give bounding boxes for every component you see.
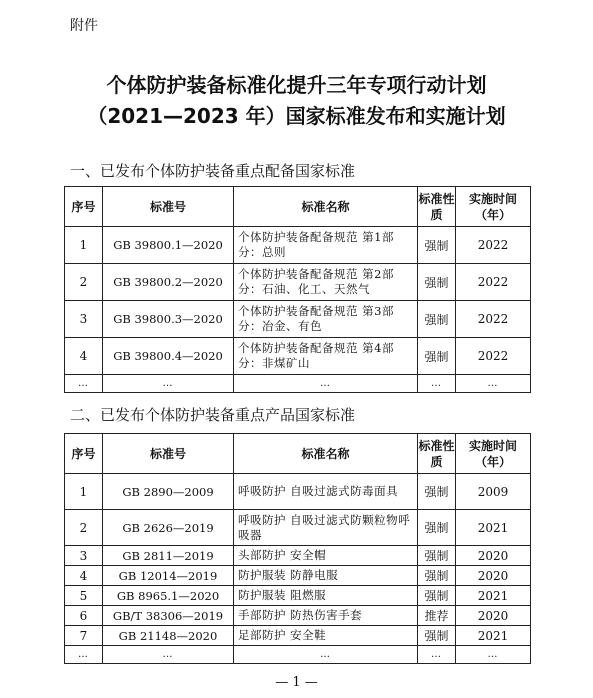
- ellipsis-cell: …: [456, 646, 531, 664]
- standard-code: GB 39800.1—2020: [103, 227, 234, 264]
- row-index: 4: [65, 338, 103, 375]
- implementation-year: 2022: [456, 301, 531, 338]
- standard-nature: 强制: [418, 227, 456, 264]
- standard-code: GB 8965.1—2020: [103, 586, 234, 606]
- section-1-heading: 一、已发布个体防护装备重点配备国家标准: [70, 162, 356, 180]
- header-name: 标准名称: [234, 434, 418, 474]
- ellipsis-cell: …: [103, 375, 234, 393]
- standard-name: 个体防护装备配备规范 第3部分：冶金、有色: [234, 301, 418, 338]
- standard-nature: 强制: [418, 474, 456, 510]
- table-row: [65, 338, 531, 375]
- standard-code: GB 39800.2—2020: [103, 264, 234, 301]
- row-index: 3: [65, 546, 103, 566]
- header-date: 实施时间（年）: [456, 434, 531, 474]
- standard-name: 个体防护装备配备规范 第2部分：石油、化工、天然气: [234, 264, 418, 301]
- ellipsis-cell: …: [456, 375, 531, 393]
- standard-name: 个体防护装备配备规范 第1部分：总则: [234, 227, 418, 264]
- ellipsis-cell: …: [65, 646, 103, 664]
- row-index: 2: [65, 510, 103, 546]
- standard-code: GB/T 38306—2019: [103, 606, 234, 626]
- implementation-year: 2021: [456, 510, 531, 546]
- annex-label: 附件: [70, 18, 98, 34]
- row-index: 1: [65, 227, 103, 264]
- standard-name: 足部防护 安全鞋: [234, 626, 418, 646]
- table-row: [65, 474, 531, 510]
- standard-code: GB 21148—2020: [103, 626, 234, 646]
- table-row: [65, 606, 531, 626]
- standard-nature: 强制: [418, 264, 456, 301]
- row-index: 7: [65, 626, 103, 646]
- standard-name: 呼吸防护 自吸过滤式防毒面具: [234, 474, 418, 510]
- implementation-year: 2022: [456, 338, 531, 375]
- implementation-year: 2021: [456, 626, 531, 646]
- standard-nature: 推荐: [418, 606, 456, 626]
- document-title-line-2: （2021—2023 年）国家标准发布和实施计划: [87, 104, 506, 128]
- row-index: 3: [65, 301, 103, 338]
- row-index: 4: [65, 566, 103, 586]
- ellipsis-cell: …: [234, 646, 418, 664]
- document-title-line-1: 个体防护装备标准化提升三年专项行动计划: [106, 73, 487, 97]
- table-row: [65, 227, 531, 264]
- header-nature: 标准性质: [418, 434, 456, 474]
- standard-code: GB 39800.3—2020: [103, 301, 234, 338]
- implementation-year: 2020: [456, 546, 531, 566]
- header-nature: 标准性质: [418, 187, 456, 227]
- ellipsis-cell: …: [65, 375, 103, 393]
- standard-code: GB 2890—2009: [103, 474, 234, 510]
- standard-nature: 强制: [418, 566, 456, 586]
- standards-table-2: [64, 433, 531, 664]
- standard-name: 手部防护 防热伤害手套: [234, 606, 418, 626]
- standard-code: GB 2811—2019: [103, 546, 234, 566]
- standard-name: 防护服装 防静电服: [234, 566, 418, 586]
- table-header-row: [65, 187, 531, 227]
- standard-name: 个体防护装备配备规范 第4部分：非煤矿山: [234, 338, 418, 375]
- table-row: [65, 626, 531, 646]
- standards-table-1: [64, 186, 531, 393]
- standard-nature: 强制: [418, 626, 456, 646]
- standard-nature: 强制: [418, 586, 456, 606]
- row-index: 5: [65, 586, 103, 606]
- header-name: 标准名称: [234, 187, 418, 227]
- table-row: [65, 586, 531, 606]
- row-index: 6: [65, 606, 103, 626]
- header-index: 序号: [65, 187, 103, 227]
- header-date: 实施时间（年）: [456, 187, 531, 227]
- ellipsis-cell: …: [418, 375, 456, 393]
- implementation-year: 2020: [456, 606, 531, 626]
- row-index: 2: [65, 264, 103, 301]
- row-index: 1: [65, 474, 103, 510]
- standard-name: 呼吸防护 自吸过滤式防颗粒物呼吸器: [234, 510, 418, 546]
- table-row: [65, 546, 531, 566]
- implementation-year: 2022: [456, 264, 531, 301]
- table-row: [65, 510, 531, 546]
- standard-name: 头部防护 安全帽: [234, 546, 418, 566]
- table-row-ellipsis: [65, 375, 531, 393]
- header-code: 标准号: [103, 434, 234, 474]
- ellipsis-cell: …: [103, 646, 234, 664]
- standard-nature: 强制: [418, 338, 456, 375]
- table-row-ellipsis: [65, 646, 531, 664]
- standard-code: GB 39800.4—2020: [103, 338, 234, 375]
- table-row: [65, 264, 531, 301]
- table-row: [65, 301, 531, 338]
- page-number: — 1 —: [275, 675, 318, 690]
- standard-code: GB 2626—2019: [103, 510, 234, 546]
- table-row: [65, 566, 531, 586]
- section-2-heading: 二、已发布个体防护装备重点产品国家标准: [70, 406, 356, 424]
- header-code: 标准号: [103, 187, 234, 227]
- standard-nature: 强制: [418, 546, 456, 566]
- standard-nature: 强制: [418, 510, 456, 546]
- standard-name: 防护服装 阻燃服: [234, 586, 418, 606]
- implementation-year: 2009: [456, 474, 531, 510]
- header-index: 序号: [65, 434, 103, 474]
- implementation-year: 2020: [456, 566, 531, 586]
- ellipsis-cell: …: [234, 375, 418, 393]
- standard-nature: 强制: [418, 301, 456, 338]
- ellipsis-cell: …: [418, 646, 456, 664]
- standard-code: GB 12014—2019: [103, 566, 234, 586]
- implementation-year: 2022: [456, 227, 531, 264]
- table-header-row: [65, 434, 531, 474]
- implementation-year: 2021: [456, 586, 531, 606]
